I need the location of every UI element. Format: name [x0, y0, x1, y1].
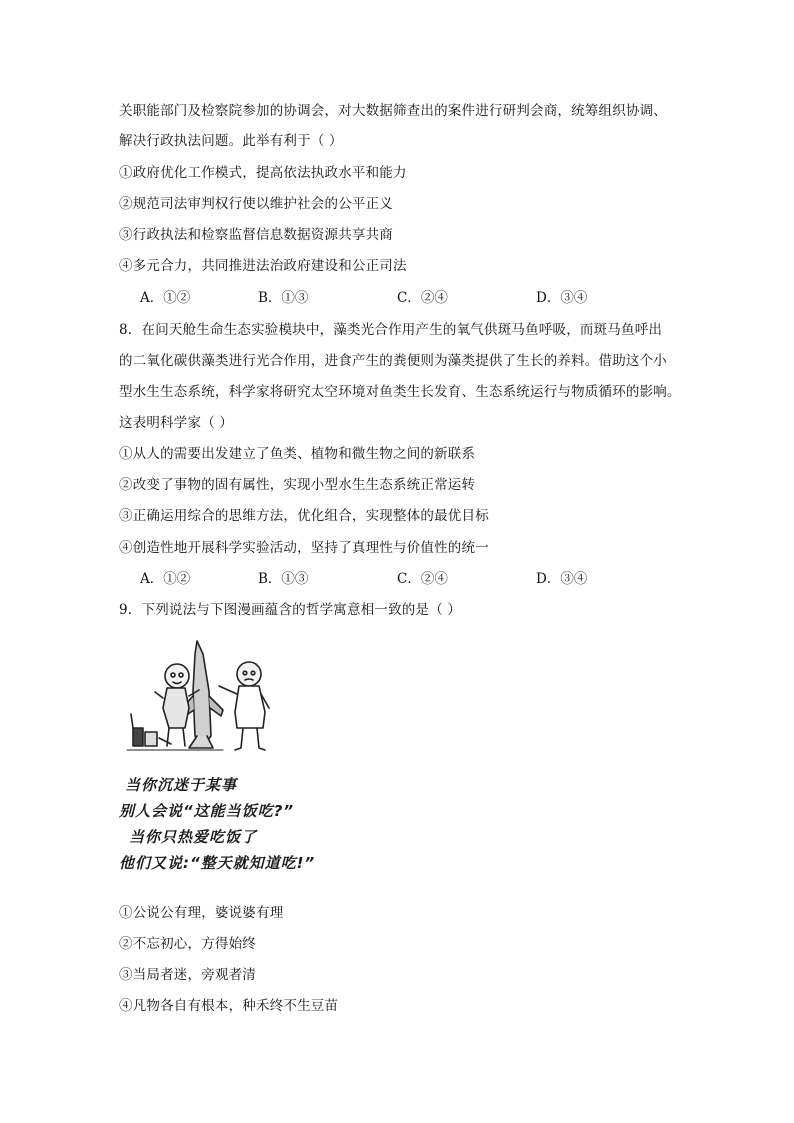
q9-item-2: ②不忘初心，方得始终	[119, 936, 256, 952]
q8-item-1: ①从人的需要出发建立了鱼类、植物和微生物之间的新联系	[119, 446, 476, 462]
q7-item-3: ③行政执法和检察监督信息数据资源共享共商	[119, 227, 393, 243]
q7-options	[140, 288, 700, 308]
q8-option-b[interactable]: B．①③	[258, 571, 309, 587]
cartoon-caption-line-1: 当你沉迷于某事	[125, 776, 238, 794]
q8-stem-line-2: 的二氧化碳供藻类进行光合作用，进食产生的粪便则为藻类提供了生长的养料。借助这个小	[119, 353, 667, 369]
q7-option-a[interactable]: A．①②	[140, 290, 191, 306]
q7-option-d[interactable]: D．③④	[536, 290, 588, 306]
q9-item-3: ③当局者迷，旁观者清	[119, 967, 256, 983]
q7-stem-line-2: 解决行政执法问题。此举有利于（ ）	[119, 133, 343, 149]
q7-option-b[interactable]: B．①③	[258, 290, 309, 306]
q9-cartoon	[119, 636, 319, 881]
cartoon-caption-line-3: 当你只热爱吃饭了	[129, 828, 258, 846]
q8-option-c[interactable]: C．②④	[397, 571, 448, 587]
q8-item-4: ④创造性地开展科学实验活动，坚持了真理性与价值性的统一	[119, 540, 489, 556]
q8-stem-line-3: 型水生生态系统，科学家将研究太空环境对鱼类生长发育、生态系统运行与物质循环的影响。	[119, 384, 681, 400]
q8-option-a[interactable]: A．①②	[140, 571, 191, 587]
q7-item-4: ④多元合力，共同推进法治政府建设和公正司法	[119, 258, 407, 274]
q7-item-1: ①政府优化工作模式，提高依法执政水平和能力	[119, 165, 407, 181]
q8-stem-line-1: 8．在问天舱生命生态实验模块中，藻类光合作用产生的氧气供斑马鱼呼吸，而斑马鱼呼出	[119, 322, 663, 338]
q9-item-1: ①公说公有理，婆说婆有理	[119, 905, 284, 921]
cartoon-caption-line-2: 别人会说“这能当饭吃?”	[119, 802, 295, 820]
cartoon-caption-line-4: 他们又说:“整天就知道吃!”	[119, 854, 316, 872]
q7-option-c[interactable]: C．②④	[397, 290, 448, 306]
q8-options	[140, 569, 700, 589]
q8-item-2: ②改变了事物的固有属性，实现小型水生生态系统正常运转	[119, 477, 476, 493]
q9-stem: 9．下列说法与下图漫画蕴含的哲学寓意相一致的是（ ）	[119, 602, 462, 618]
cartoon-drawing	[119, 636, 319, 761]
q7-stem-line-1: 关职能部门及检察院参加的协调会，对大数据筛查出的案件进行研判会商，统筹组织协调、	[119, 103, 667, 119]
q8-stem-line-4: 这表明科学家（ ）	[119, 415, 234, 431]
q8-item-3: ③正确运用综合的思维方法，优化组合，实现整体的最优目标	[119, 508, 489, 524]
q9-item-4: ④凡物各自有根本，种禾终不生豆苗	[119, 998, 339, 1014]
q8-option-d[interactable]: D．③④	[536, 571, 588, 587]
q7-item-2: ②规范司法审判权行使以维护社会的公平正义	[119, 196, 393, 212]
